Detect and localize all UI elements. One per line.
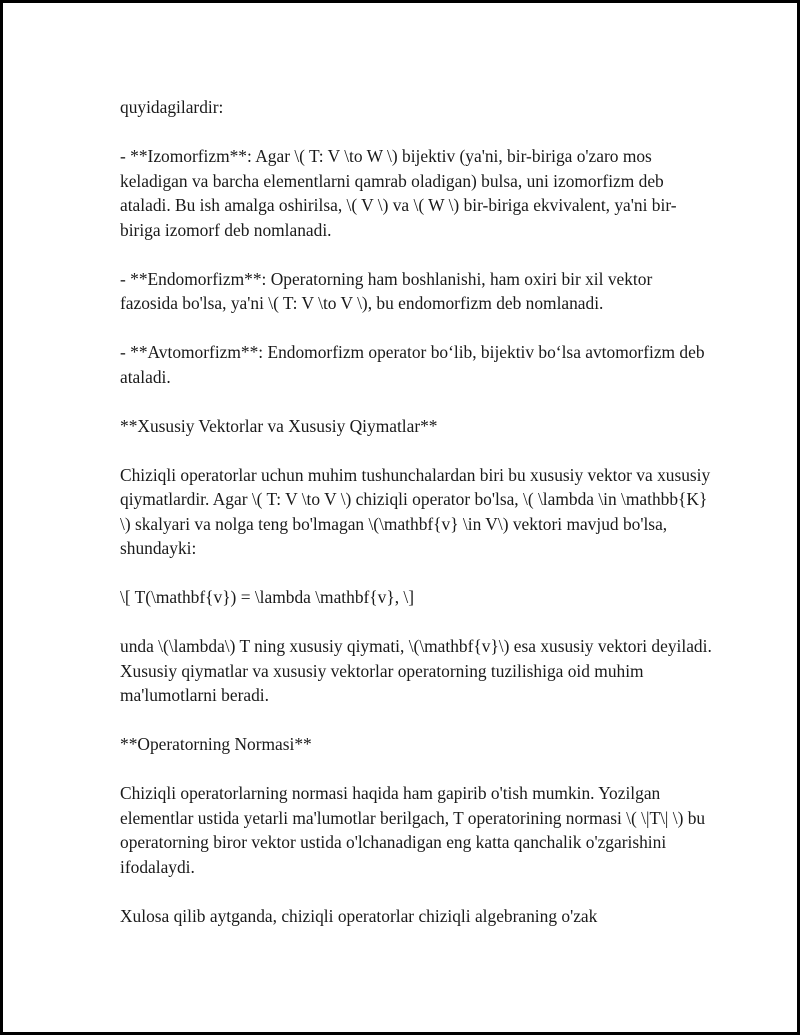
paragraph-xususiy-def: unda \(\lambda\) T ning xususiy qiymati, \(\mathbf{v}\) esa xususiy vektori deyiladi. Xususiy qiymatlar va xususiy vektorlar operatorning tuzilishiga oid muhim ma'lumotlarni beradi. [120,636,717,705]
list-item-avtomorfizm: - **Avtomorfizm**: Endomorfizm operator bo‘lib, bijektiv bo‘lsa avtomorfizm deb ataladi. [120,342,709,387]
equation-eigen: \[ T(\mathbf{v}) = \lambda \mathbf{v}, \] [120,587,415,607]
section-heading-norma: **Operatorning Normasi** [120,734,312,754]
list-item-izomorfizm: - **Izomorfizm**: Agar \( T: V \to W \) bijektiv (ya'ni, bir-biriga o'zaro mos keladigan va barcha elementlarni qamrab oladigan) bulsa, uni izomorfizm deb ataladi. Bu ish amalga oshirilsa, \( V \) va \( W \) bir-biriga ekvivalent, ya'ni bir-biriga izomorf deb nomlanadi. [120,146,677,240]
document-body [120,95,717,928]
paragraph-norma: Chiziqli operatorlarning normasi haqida ham gapirib o'tish mumkin. Yozilgan elementlar ustida yetarli ma'lumotlar berilgach, T operatorining normasi \( \|T\| \) bu operatorning biror vektor ustida o'lchanadigan eng katta qanchalik o'zgarishini ifodalaydi. [120,783,710,877]
paragraph-continuation: quyidagilardir: [120,97,224,117]
paragraph-xususiy-intro: Chiziqli operatorlar uchun muhim tushunchalardan biri bu xususiy vektor va xususiy qiymatlardir. Agar \( T: V \to V \) chiziqli operator bo'lsa, \( \lambda \in \mathbb{K} \) skalyari va nolga teng bo'lmagan \(\mathbf{v} \in V\) vektori mavjud bo'lsa, shundayki: [120,464,715,558]
paragraph-xulosa: Xulosa qilib aytganda, chiziqli operatorlar chiziqli algebraning o'zak [120,905,598,926]
list-item-endomorfizm: - **Endomorfizm**: Operatorning ham boshlanishi, ham oxiri bir xil vektor fazosida bo'lsa, ya'ni \( T: V \to V \), bu endomorfizm deb nomlanadi. [120,268,657,313]
section-heading-xususiy: **Xususiy Vektorlar va Xususiy Qiymatlar** [120,415,438,436]
